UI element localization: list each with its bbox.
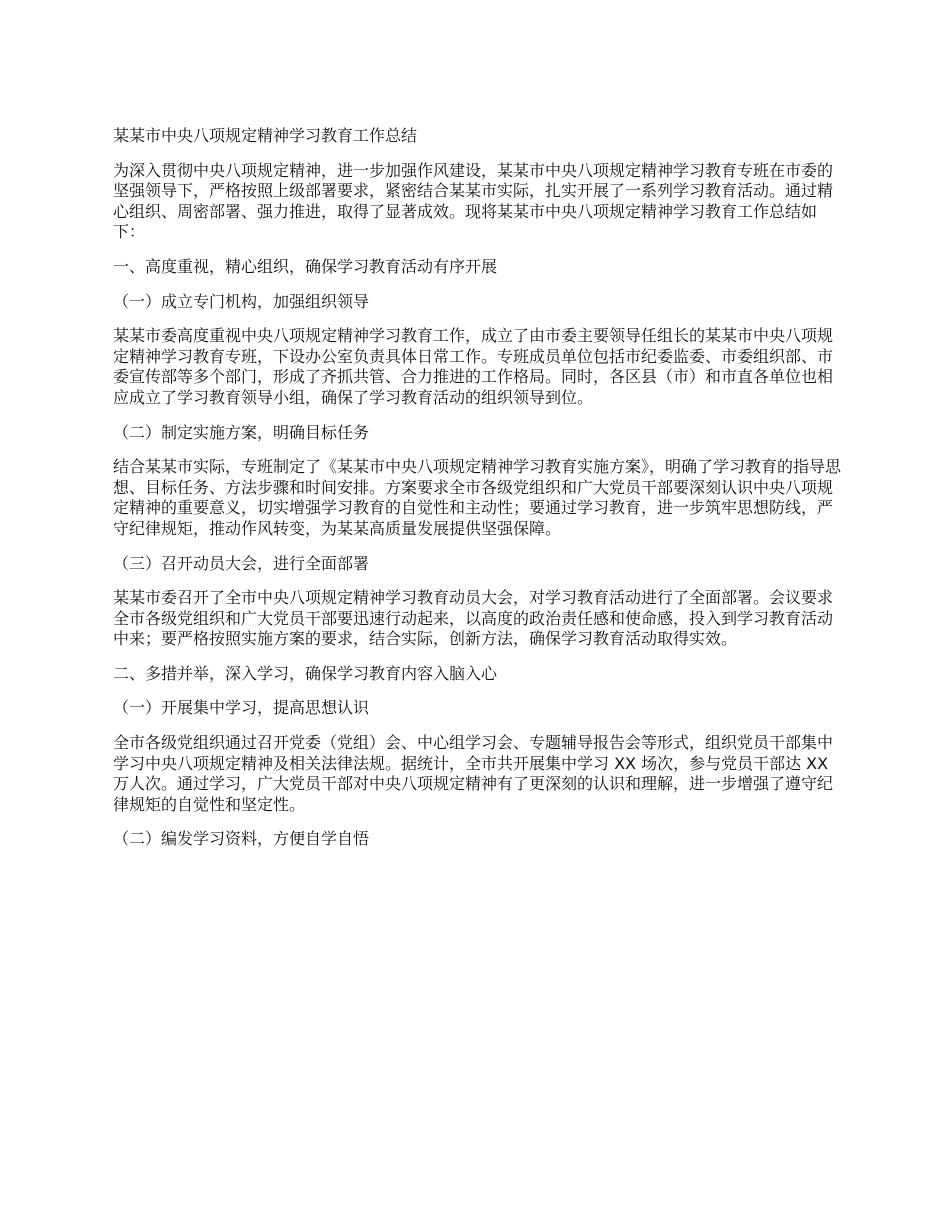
section-1-sub-2-body: 结合某某市实际，专班制定了《某某市中央八项规定精神学习教育实施方案》，明确了学习教育的指导思想、目标任务、方法步骤和时间安排。方案要求全市各级党组织和广大党员干部要深刻认识中央八项规定精神的重要意义，切实增强学习教育的自觉性和主动性；要通过学习教育，进一步筑牢思想防线，严守纪律规矩，推动作风转变，为某某高质量发展提供坚强保障。 xyxy=(113,457,842,538)
section-2-sub-2-heading: （二）编发学习资料，方便自学自悟 xyxy=(113,829,370,849)
section-2-sub-1-body: 全市各级党组织通过召开党委（党组）会、中心组学习会、专题辅导报告会等形式，组织党员干部集中学习中央八项规定精神及相关法律法规。据统计，全市共开展集中学习 XX 场次，参与党员干部达 XX 万人次。通过学习，广大党员干部对中央八项规定精神有了更深刻的认识和理解，进一步增强了遵守纪律规矩的自觉性和坚定性。 xyxy=(113,733,834,814)
section-1-sub-1-body: 某某市委高度重视中央八项规定精神学习教育工作，成立了由市委主要领导任组长的某某市中央八项规定精神学习教育专班，下设办公室负责具体日常工作。专班成员单位包括市纪委监委、市委组织部、市委宣传部等多个部门，形成了齐抓共管、合力推进的工作格局。同时，各区县（市）和市直各单位也相应成立了学习教育领导小组，确保了学习教育活动的组织领导到位。 xyxy=(113,326,834,407)
section-1-sub-3-heading: （三）召开动员大会，进行全面部署 xyxy=(113,553,370,573)
document-title: 某某市中央八项规定精神学习教育工作总结 xyxy=(113,126,418,145)
section-1-sub-3-body: 某某市委召开了全市中央八项规定精神学习教育动员大会，对学习教育活动进行了全面部署。会议要求全市各级党组织和广大党员干部要迅速行动起来，以高度的政治责任感和使命感，投入到学习教育活动中来；要严格按照实施方案的要求，结合实际，创新方法，确保学习教育活动取得实效。 xyxy=(113,588,834,649)
intro-paragraph: 为深入贯彻中央八项规定精神，进一步加强作风建设，某某市中央八项规定精神学习教育专班在市委的坚强领导下，严格按照上级部署要求，紧密结合某某市实际，扎实开展了一系列学习教育活动。通过精心组织、周密部署、强力推进，取得了显著成效。现将某某市中央八项规定精神学习教育工作总结如下： xyxy=(113,160,834,242)
section-2-sub-1-heading: （一）开展集中学习，提高思想认识 xyxy=(113,698,370,718)
document-page xyxy=(113,126,843,864)
section-1-sub-2-heading: （二）制定实施方案，明确目标任务 xyxy=(113,422,370,442)
section-1-heading: 一、高度重视，精心组织，确保学习教育活动有序开展 xyxy=(113,256,498,276)
section-2-heading: 二、多措并举，深入学习，确保学习教育内容入脑入心 xyxy=(113,663,498,683)
section-1-sub-1-heading: （一）成立专门机构，加强组织领导 xyxy=(113,291,370,311)
